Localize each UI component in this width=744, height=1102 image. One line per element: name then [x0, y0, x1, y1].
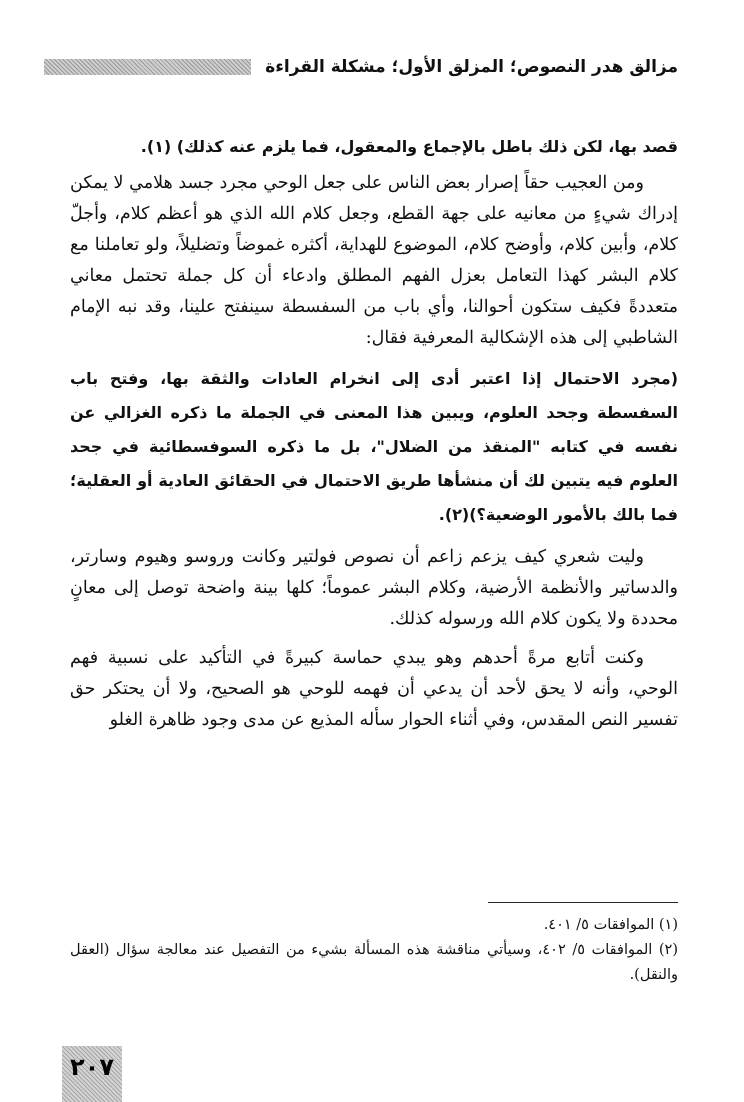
footnote: (١) الموافقات ٥/ ٤٠١.	[543, 917, 678, 933]
running-title: مزالق هدر النصوص؛ المزلق الأول؛ مشكلة القراءة	[265, 57, 678, 77]
main-text	[70, 132, 678, 736]
page-header	[44, 52, 678, 82]
paragraph: ومن العجيب حقاً إصرار بعض الناس على جعل الوحي مجرد جسد هلامي لا يمكن إدراك شيءٍ من معانيه على جهة القطع، وجعل كلام الله الذي هو أعظم كلام، وأجلّ كلام، وأبين كلام، وأوضح كلام، الموضوع للهداية، أكثره غموضاً وتضليلاً، ولو تعاملنا مع كلام البشر كهذا التعامل بعزل الفهم المطلق وادعاء أن كل جملة تحتمل معاني متعددةً فكيف ستكون أحوالنا، وأي باب من السفسطة سينفتح علينا، وقد نبه الإمام الشاطبي إلى هذه الإشكالية المعرفية فقال:	[70, 173, 678, 348]
page-number: ٢٠٧	[70, 1053, 114, 1081]
paragraph: وليت شعري كيف يزعم زاعم أن نصوص فولتير وكانت وروسو وهيوم وسارتر، والدساتير والأنظمة الأرضية، وكلام البشر عموماً؛ كلها بينة واضحة توصل إلى معانٍ محددة ولا يكون كلام الله ورسوله كذلك.	[70, 547, 678, 629]
footnotes	[70, 902, 678, 988]
header-decorative-bar	[44, 59, 251, 75]
block-quote: (مجرد الاحتمال إذا اعتبر أدى إلى انخرام العادات والثقة بها، وفتح باب السفسطة وجحد العلوم، ويبين هذا المعنى في الجملة ما ذكره الغزالي عن نفسه في كتابه "المنقذ من الضلال"، بل ما ذكره السوفسطائية في جحد العلوم فيه يتبين لك أن منشأها طريق الاحتمال في الحقائق العادية أو العقلية؛ فما بالك بالأمور الوضعية؟)(٢).	[70, 369, 678, 524]
quote-continuation: قصد بها، لكن ذلك باطل بالإجماع والمعقول، فما يلزم عنه كذلك) (١).	[140, 137, 678, 156]
footnote-rule	[488, 902, 678, 903]
footnote: (٢) الموافقات ٥/ ٤٠٢، وسيأتي مناقشة هذه المسألة بشيء من التفصيل عند معالجة سؤال (العقل والنقل).	[70, 942, 679, 983]
paragraph: وكنت أتابع مرةً أحدهم وهو يبدي حماسة كبيرةً في التأكيد على نسبية فهم الوحي، وأنه لا يحق لأحد أن يدعي أن فهمه للوحي هو الصحيح، ولا أن يحتكر حق تفسير النص المقدس، وفي أثناء الحوار سأله المذيع عن مدى وجود ظاهرة الغلو	[70, 648, 678, 730]
